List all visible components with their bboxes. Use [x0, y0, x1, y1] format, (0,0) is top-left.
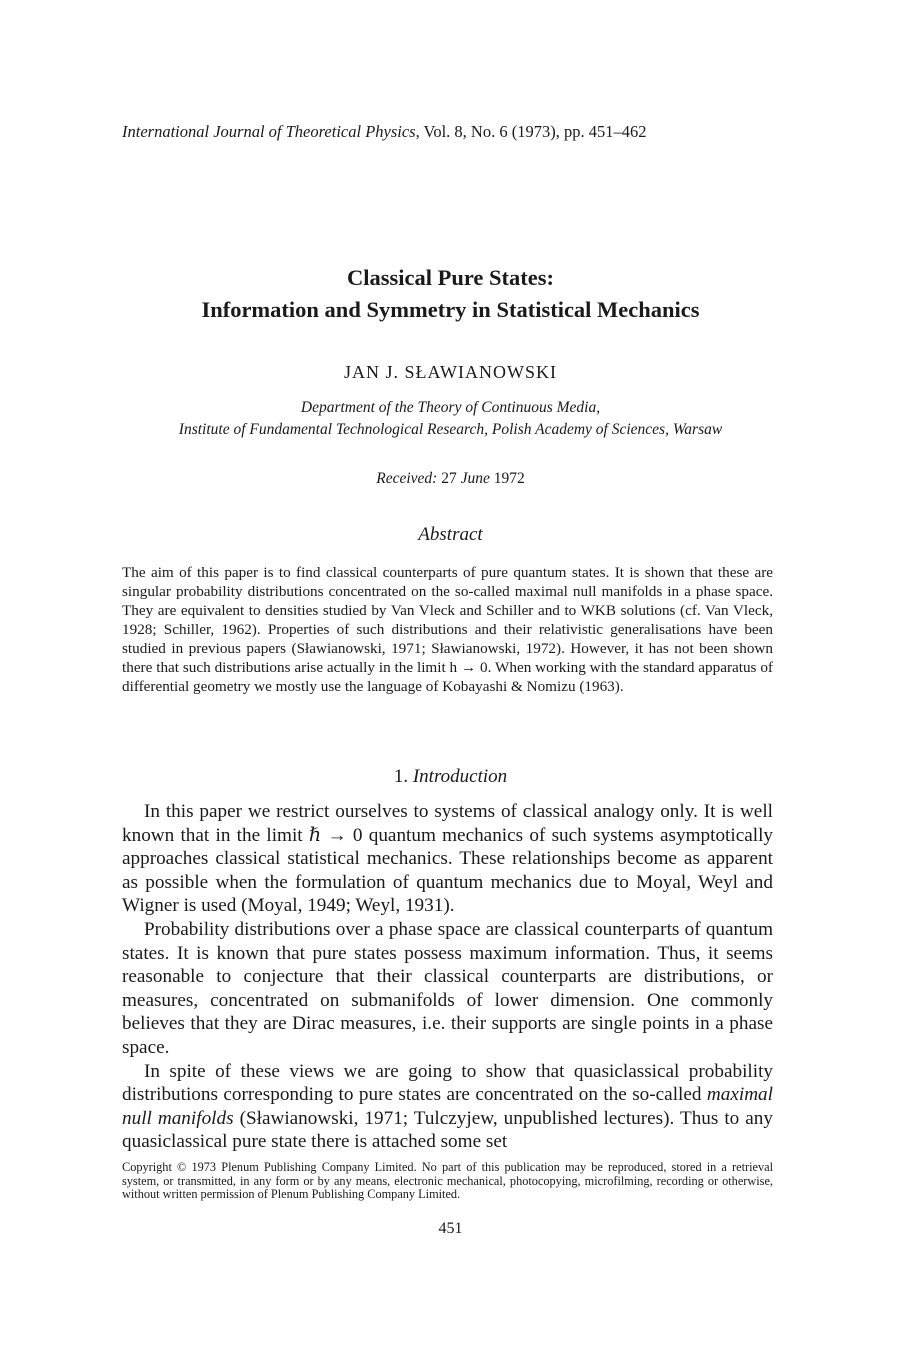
paper-title: [0, 262, 901, 326]
title-line-1: Classical Pure States:: [346, 265, 555, 290]
received-label: Received:: [376, 470, 438, 487]
intro-paragraph-3-start: In spite of these views we are going to show that quasiclassical probability distributions corresponding to pure states are concentrated on the so-called: [122, 1060, 773, 1106]
abstract-body: [122, 563, 773, 696]
received-month: June: [460, 470, 490, 487]
received-year: 1972: [493, 470, 525, 487]
abstract-heading: Abstract: [418, 524, 483, 545]
section-title: Introduction: [412, 766, 508, 787]
intro-paragraph-3: [122, 1060, 773, 1154]
section-heading-introduction: [0, 766, 901, 788]
received-date: [0, 470, 901, 488]
page-number: 451: [438, 1220, 463, 1237]
abstract-text: The aim of this paper is to find classical counterparts of pure quantum states. It is shown that these are singular probability distributions concentrated on the so-called maximal null manifolds in a phase space. They are equivalent to densities studied by Van Vleck and Schiller and to WKB solutions (cf. Van Vleck, 1928; Schiller, 1962). Properties of such distributions and their relativistic generalisations have been studied in previous papers (Sławianowski, 1971; Sławianowski, 1972). However, it has not been shown there that such distributions arise actually in the limit h → 0. When working with the standard apparatus of differential geometry we mostly use the language of Kobayashi & Nomizu (1963).: [122, 564, 773, 695]
title-line-2: Information and Symmetry in Statistical Mechanics: [201, 297, 700, 322]
journal-volume-pages: , Vol. 8, No. 6 (1973), pp. 451–462: [415, 122, 647, 141]
intro-paragraph-2: Probability distributions over a phase space are classical counterparts of quantum states. It is known that pure states possess maximum information. Thus, it seems reasonable to conjecture that their classical counterparts are distributions, or measures, concentrated on submanifolds of lower dimension. One commonly believes that they are Dirac measures, i.e. their supports are single points in a phase space.: [122, 918, 773, 1058]
journal-name: International Journal of Theoretical Physics: [122, 122, 416, 141]
intro-paragraph-1: In this paper we restrict ourselves to systems of classical analogy only. It is well known that in the limit ℏ → 0 quantum mechanics of such systems asymptotically approaches classical statistical mechanics. These relationships become as apparent as possible when the formulation of quantum mechanics due to Moyal, Weyl and Wigner is used (Moyal, 1949; Weyl, 1931).: [122, 801, 773, 917]
affiliation-line-1: Department of the Theory of Continuous Media,: [300, 399, 601, 416]
affiliation-line-2: Institute of Fundamental Technological Research, Polish Academy of Sciences, Warsaw: [178, 421, 723, 438]
journal-citation: [122, 122, 822, 142]
author-affiliation: [0, 397, 901, 441]
section-number: 1.: [393, 766, 409, 787]
intro-paragraph-3-end: (Sławianowski, 1971; Tulczyjew, unpublished lectures). Thus to any quasiclassical pure state there is attached some set: [122, 1107, 773, 1153]
received-day: 27: [441, 470, 457, 487]
maximal-null-manifolds-term: maximal null manifolds: [122, 1084, 773, 1129]
copyright-notice: Copyright © 1973 Plenum Publishing Company Limited. No part of this publication may be reproduced, stored in a retrieval system, or transmitted, in any form or by any means, electronic mechanical, photocopying, microfilming, recording or otherwise, without written permission of Plenum Publishing Company Limited.: [122, 1160, 773, 1201]
introduction-body: [122, 800, 773, 1154]
author-name: JAN J. SŁAWIANOWSKI: [343, 362, 558, 382]
